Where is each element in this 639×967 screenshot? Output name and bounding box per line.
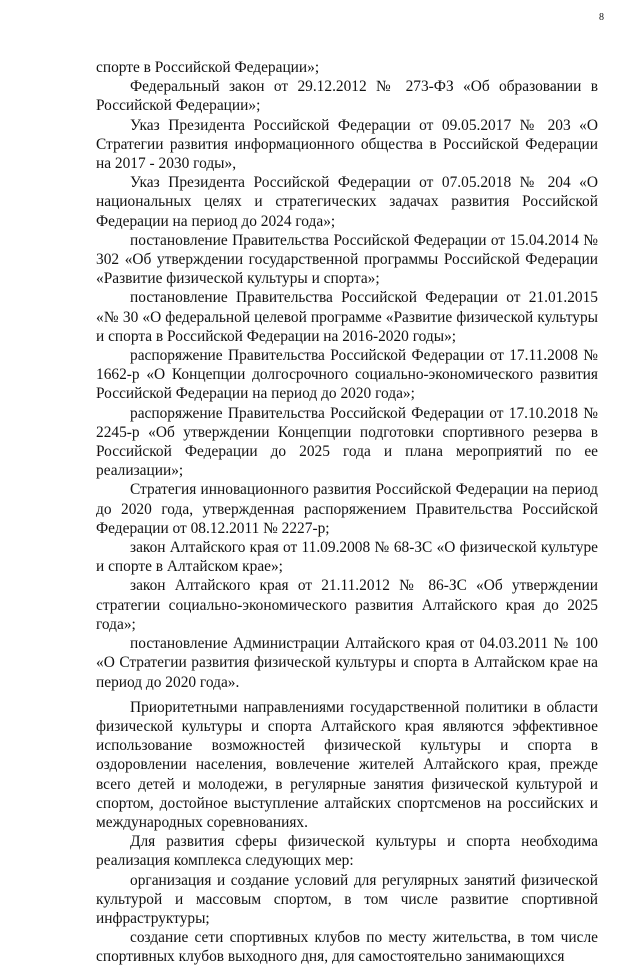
paragraph-decree-203: Указ Президента Российской Федерации от 09.05.2017 № 203 «О Стратегии развития информационного общества в Российской Федерации на 2017 - 2030 годы», bbox=[96, 116, 598, 173]
paragraph-altai-resolution-100: постановление Администрации Алтайского края от 04.03.2011 № 100 «О Стратегии развития физической культуры и спорта в Алтайском крае на период до 2020 года». bbox=[96, 635, 598, 691]
paragraph-order-1662: распоряжение Правительства Российской Федерации от 17.11.2008 № 1662-р «О Концепции долгосрочного социально-экономического развития Российской Федерации на период до 2020 года»; bbox=[96, 347, 598, 403]
document-body bbox=[96, 58, 598, 967]
paragraph-measure-clubs: создание сети спортивных клубов по месту жительства, в том числе спортивных клубов выходного дня, для самостоятельно занимающихся bbox=[96, 929, 598, 966]
paragraph-resolution-302: постановление Правительства Российской Федерации от 15.04.2014 № 302 «Об утверждении государственной программы Российской Федерации «Развитие физической культуры и спорта»; bbox=[96, 231, 598, 288]
paragraph-federal-law-education: Федеральный закон от 29.12.2012 № 273-ФЗ «Об образовании в Российской Федерации»; bbox=[96, 78, 598, 115]
paragraph-continuation: спорте в Российской Федерации»; bbox=[96, 59, 320, 76]
paragraph-altai-law-68: закон Алтайского края от 11.09.2008 № 68-ЗС «О физической культуре и спорте в Алтайском крае»; bbox=[96, 539, 598, 576]
paragraph-measures-intro: Для развития сферы физической культуры и спорта необходима реализация комплекса следующих мер: bbox=[96, 833, 598, 870]
paragraph-order-2245: распоряжение Правительства Российской Федерации от 17.10.2018 № 2245-р «Об утверждении Концепции подготовки спортивного резерва в Российской Федерации до 2025 года и плана мероприятий по ее реализации»; bbox=[96, 404, 598, 480]
page-number: 8 bbox=[599, 12, 604, 23]
paragraph-measure-conditions: организация и создание условий для регулярных занятий физической культурой и массовым спортом, в том числе развитие спортивной инфраструктуры; bbox=[96, 871, 598, 927]
paragraph-priorities: Приоритетными направлениями государственной политики в области физической культуры и спорта Алтайского края являются эффективное использование возможностей физической культуры и спорта в оздоровлении населения, вовлечение жителей Алтайского края, прежде всего детей и молодежи, в регулярные занятия физической культурой и спортом, достойное выступление алтайских спортсменов на российских и международных соревнованиях. bbox=[96, 698, 598, 831]
paragraph-decree-204: Указ Президента Российской Федерации от 07.05.2018 № 204 «О национальных целях и стратегических задачах развития Российской Федерации на период до 2024 года»; bbox=[96, 174, 598, 230]
paragraph-innovation-strategy: Стратегия инновационного развития Российской Федерации на период до 2020 года, утвержденная распоряжением Правительства Российской Федерации от 08.12.2011 № 2227-р; bbox=[96, 481, 598, 537]
paragraph-resolution-30: постановление Правительства Российской Федерации от 21.01.2015 «№ 30 «О федеральной целевой программе «Развитие физической культуры и спорта в Российской Федерации на 2016-2020 годы»; bbox=[96, 289, 598, 345]
paragraph-altai-law-86: закон Алтайского края от 21.11.2012 № 86-ЗС «Об утверждении стратегии социально-экономического развития Алтайского края до 2025 года»; bbox=[96, 577, 598, 633]
